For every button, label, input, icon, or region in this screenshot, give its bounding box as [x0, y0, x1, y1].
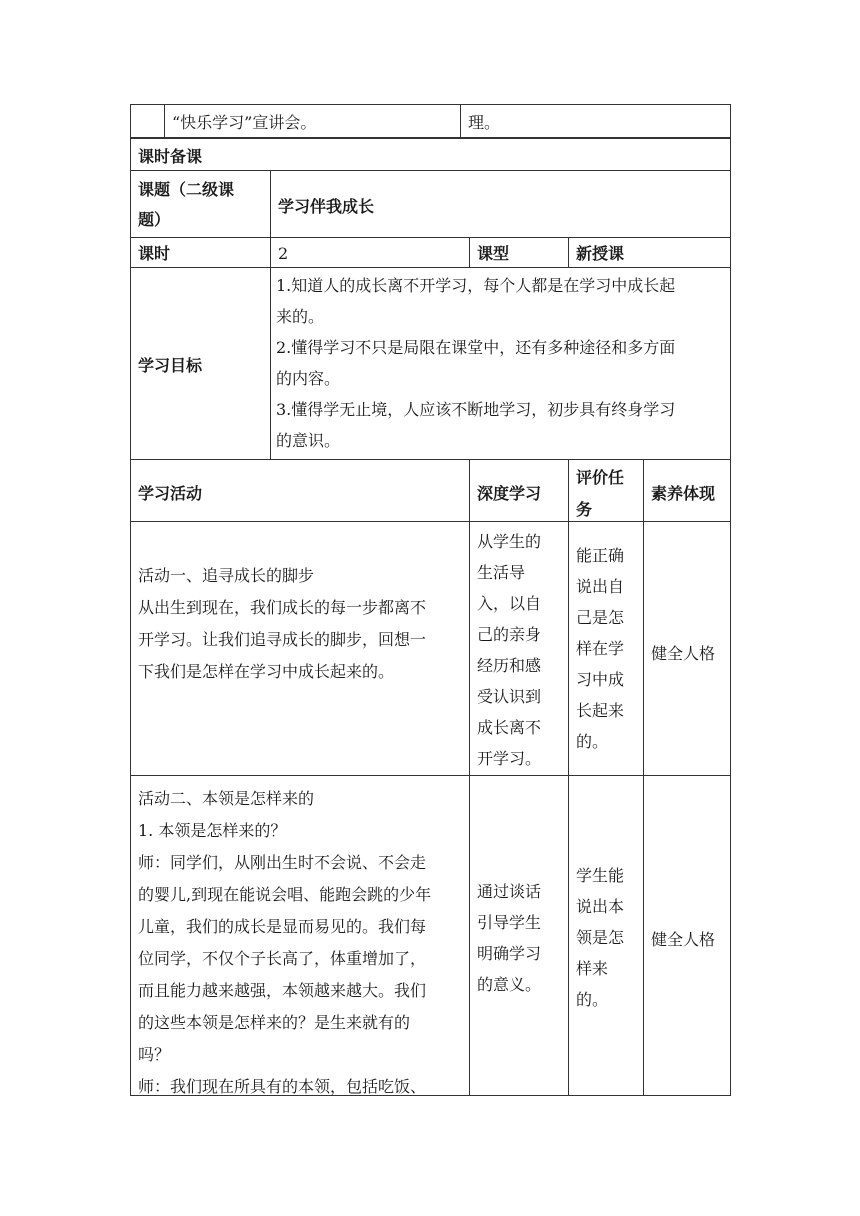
activity-line: 师：我们现在所具有的本领，包括吃饭、: [138, 1077, 427, 1096]
divider-after-header: [130, 521, 731, 522]
top-row-left-text: “快乐学习”宣讲会。: [172, 113, 317, 132]
goal-line: 3.懂得学无止境，人应该不断地学习，初步具有终身学习: [276, 400, 676, 419]
label-column-divider: [270, 170, 271, 460]
period-label: 课时: [138, 244, 171, 263]
top-row-divider-1: [164, 104, 165, 138]
top-row-right-text: 理。: [468, 113, 501, 132]
goals-label: 学习目标: [138, 356, 203, 375]
goal-line: 的内容。: [276, 369, 341, 388]
row1-literacy: 健全人格: [651, 644, 716, 663]
eval-line: 说出本: [576, 897, 625, 916]
eval-line: 样来: [576, 959, 609, 978]
eval-line: 能正确: [576, 546, 625, 565]
deep-line: 引导学生: [477, 913, 542, 932]
header-deep-learning: 深度学习: [477, 484, 542, 503]
eval-line: 学生能: [576, 866, 625, 885]
eval-line: 样在学: [576, 639, 625, 658]
activity-line: 而且能力越来越强，本领越来越大。我们: [138, 981, 427, 1000]
header-eval-line: 评价任: [576, 468, 625, 487]
section-title: 课时备课: [138, 147, 203, 166]
deep-line: 明确学习: [477, 944, 542, 963]
eval-line: 长起来: [576, 701, 625, 720]
divider-after-row1: [130, 775, 731, 776]
eval-column-divider: [643, 459, 644, 1096]
eval-line: 己是怎: [576, 608, 625, 627]
type-label: 课型: [477, 244, 510, 263]
activity-line: 下我们是怎样在学习中成长起来的。: [138, 662, 395, 681]
topic-value: 学习伴我成长: [278, 197, 375, 216]
header-activity: 学习活动: [138, 484, 203, 503]
activity-line: 从出生到现在，我们成长的每一步都离不: [138, 598, 427, 617]
goals-text: [276, 270, 675, 456]
topic-label-line1: 课题（二级课: [138, 180, 235, 199]
eval-line: 的。: [576, 732, 609, 751]
eval-line: 领是怎: [576, 928, 625, 947]
row2-evaluation: [576, 860, 624, 1015]
divider-after-title: [130, 170, 731, 171]
deep-line: 受认识到: [477, 687, 542, 706]
activity-line: 儿童，我们的成长是显而易见的。我们每: [138, 917, 427, 936]
goal-line: 来的。: [276, 307, 325, 326]
type-divider: [568, 237, 569, 267]
deep-line: 从学生的: [477, 532, 542, 551]
period-divider: [469, 237, 470, 267]
deep-line: 通过谈话: [477, 882, 542, 901]
type-value: 新授课: [576, 244, 625, 263]
activity-line: 开学习。让我们追寻成长的脚步，回想一: [138, 630, 427, 649]
deep-line: 己的亲身: [477, 625, 542, 644]
eval-line: 习中成: [576, 670, 625, 689]
header-literacy: 素养体现: [651, 484, 716, 503]
activity-line: 活动二、本领是怎样来的: [138, 789, 315, 808]
row2-deep-learning: [477, 876, 541, 1000]
activity-line: 位同学，不仅个子长高了，体重增加了，: [138, 949, 427, 968]
period-value: 2: [278, 244, 289, 263]
topic-label-line2: 题）: [138, 210, 171, 229]
goal-line: 2.懂得学习不只是局限在课堂中，还有多种途径和多方面: [276, 338, 676, 357]
deep-line: 生活导: [477, 563, 526, 582]
top-row-divider-2: [460, 104, 461, 138]
header-eval-line: 务: [576, 500, 593, 519]
activity-column-divider: [469, 459, 470, 1096]
deep-line: 的意义。: [477, 975, 542, 994]
eval-line: 说出自: [576, 577, 625, 596]
row1-deep-learning: [477, 526, 541, 774]
row1-evaluation: [576, 540, 624, 757]
activity-line: 吗？: [138, 1045, 171, 1064]
row1-activity: [138, 560, 426, 688]
row2-activity: [138, 783, 431, 1103]
divider-after-period: [130, 267, 731, 268]
deep-line: 开学习。: [477, 749, 542, 768]
header-evaluation: [576, 462, 624, 526]
activity-line: 1. 本领是怎样来的？: [138, 821, 287, 840]
activity-line: 的婴儿,到现在能说会唱、能跑会跳的少年: [138, 885, 432, 904]
activity-line: 活动一、追寻成长的脚步: [138, 566, 315, 585]
goal-line: 的意识。: [276, 431, 341, 450]
deep-line: 经历和感: [477, 656, 542, 675]
deep-column-divider: [568, 459, 569, 1096]
eval-line: 的。: [576, 990, 609, 1009]
divider-after-topic: [130, 237, 731, 238]
deep-line: 入，以自: [477, 594, 542, 613]
activity-line: 的这些本领是怎样来的？是生来就有的: [138, 1013, 411, 1032]
activity-line: 师：同学们，从刚出生时不会说、不会走: [138, 853, 427, 872]
goal-line: 1.知道人的成长离不开学习，每个人都是在学习中成长起: [276, 276, 676, 295]
deep-line: 成长离不: [477, 718, 542, 737]
row2-literacy: 健全人格: [651, 930, 716, 949]
